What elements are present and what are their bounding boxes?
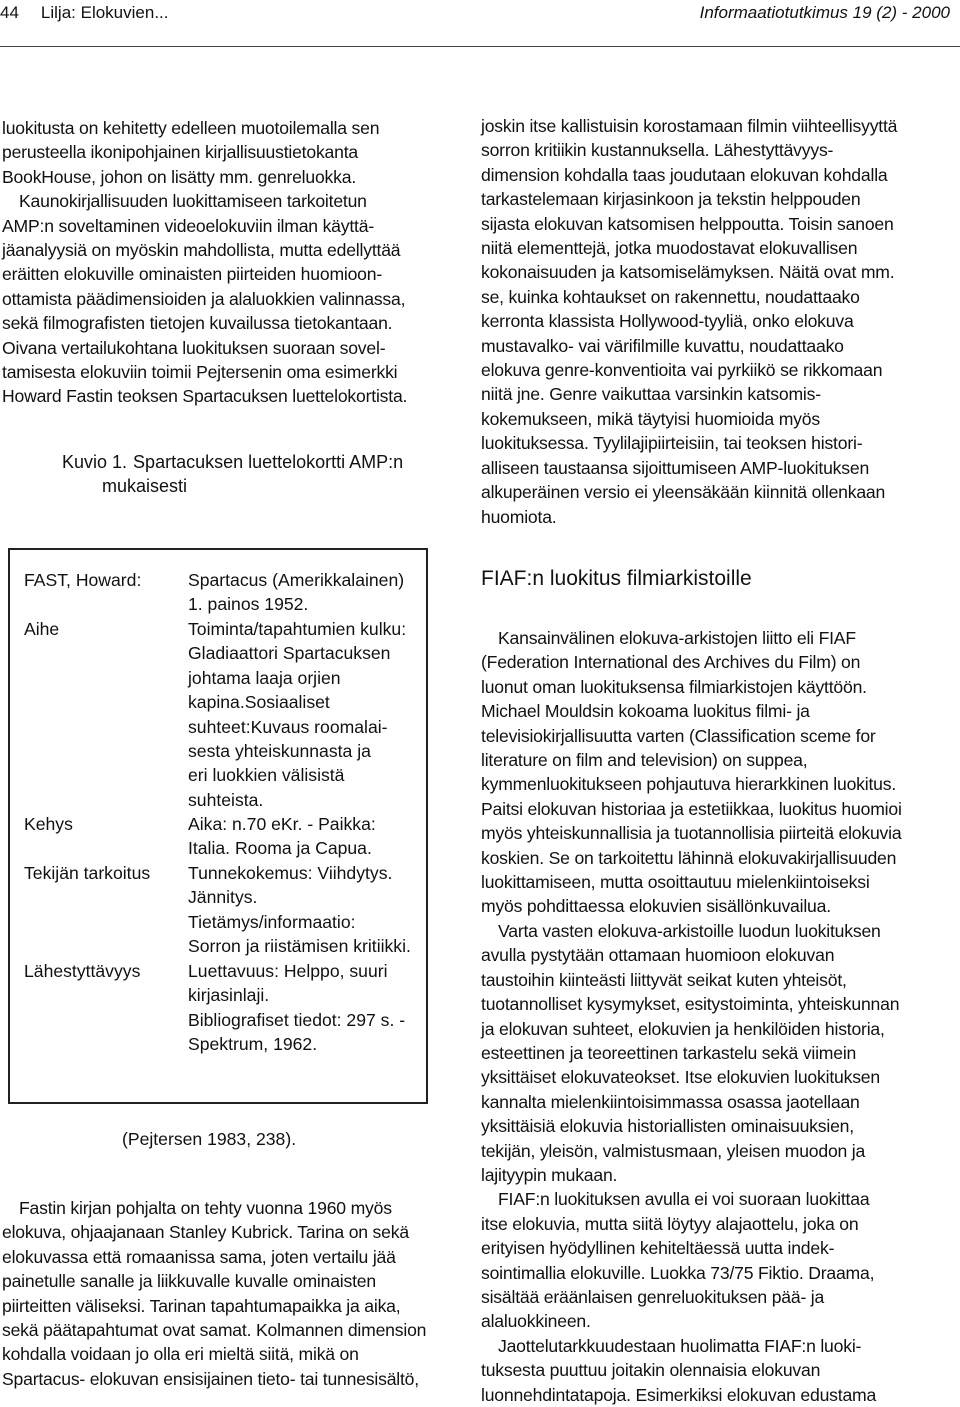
text-line: luonut oman luokituksensa filmiarkistojen käyttöön. <box>481 676 867 697</box>
text-line: Spartacus- elokuvan ensisijainen tieto- tai tunnesisältö, <box>2 1368 419 1389</box>
card-value-line: sesta yhteiskunnasta ja <box>188 741 371 762</box>
figure-caption <box>62 450 403 498</box>
text-line: alaluokkineen. <box>481 1311 591 1332</box>
text-line: Oivana vertailukohtana luokituksen suoraan sovel- <box>2 337 386 358</box>
text-line: BookHouse, johon on lisätty mm. genreluokka. <box>2 166 357 187</box>
text-line: huomiota. <box>481 506 557 527</box>
text-line: tarkastelemaan kirjasinkoon ja tekstin helppouden <box>481 189 861 210</box>
card-value-line: Bibliografiset tiedot: 297 s. - <box>188 1009 406 1030</box>
card-row-subject <box>24 617 422 812</box>
text-line: ja elokuvan suhteet, elokuvien ja henkilöiden historia, <box>481 1018 885 1039</box>
card-value-line: 1. painos 1952. <box>188 594 309 615</box>
text-line: sijasta elokuvan katsomisen helppoutta. Toisin sanoen <box>481 213 894 234</box>
text-line: lajityypin mukaan. <box>481 1164 618 1185</box>
section-heading: FIAF:n luokitus filmiarkistoille <box>481 567 752 590</box>
running-title: Lilja: Elokuvien... <box>40 3 169 22</box>
card-value-line: suhteet:Kuvaus roomalai- <box>188 716 388 737</box>
figure-caption-text: Spartacuksen luettelokortti AMP:n <box>133 452 404 472</box>
text-line: tuksesta puuttuu joitakin olennaisia elokuvan <box>481 1360 821 1381</box>
card-row-intent <box>24 861 422 959</box>
text-line: luokitusta on kehitetty edelleen muotoilemalla sen <box>2 118 380 138</box>
card-key: Lähestyttävyys <box>24 961 141 981</box>
text-line: sorron kritiikin kustannuksella. Lähestyttävyys- <box>481 140 834 161</box>
text-line: itse elokuvia, mutta siitä löytyy alajaottelu, joka on <box>481 1213 859 1234</box>
card-value-line: Italia. Rooma ja Capua. <box>188 838 372 859</box>
card-value-line: Spartacus (Amerikkalainen) <box>188 570 405 590</box>
text-line: kerronta klassista Hollywood-tyyliä, onko elokuva <box>481 311 854 332</box>
text-line: tuotannolliset kysymykset, esitystoiminta, yhteiskunnan <box>481 994 900 1015</box>
card-value <box>188 617 422 812</box>
text-line: kannalta mielenkiintoisimmassa osassa jaotellaan <box>481 1091 860 1112</box>
text-line: alkuperäinen versio ei yleensäkään kiinnitä ollenkaan <box>481 482 886 503</box>
text-line: FIAF:n luokituksen avulla ei voi suoraan luokittaa <box>498 1189 870 1210</box>
text-line: tamisesta elokuviin toimii Pejtersenin oma esimerkki <box>2 362 398 383</box>
figure-citation: (Pejtersen 1983, 238). <box>122 1129 297 1149</box>
text-line: (Federation International des Archives du Film) on <box>481 652 861 673</box>
text-line: myös yhteiskunnallisia ja tuotannollisia piirteitä elokuvia <box>481 823 902 844</box>
card-key: Tekijän tarkoitus <box>24 863 151 883</box>
text-line: sekä päätapahtumat ovat samat. Kolmannen dimension <box>2 1320 427 1341</box>
text-line: joskin itse kallistuisin korostamaan filmin viihteellisyyttä <box>481 116 898 136</box>
card-value-line: kirjasinlaji. <box>188 985 270 1006</box>
text-line: piirteitten väliseksi. Tarinan tapahtumapaikka ja aika, <box>2 1295 401 1316</box>
text-line: elokuvassa että romaanissa sama, joten vertailu jää <box>2 1246 396 1267</box>
body-paragraph-right-top <box>481 114 925 529</box>
text-line: Howard Fastin teoksen Spartacuksen luettelokortista. <box>2 386 408 407</box>
text-line: elokuva genre-konventioita vai pyrkiikö se rikkomaan <box>481 360 883 381</box>
text-line: Paitsi elokuvan historiaa ja estetiikkaa, luokitus huomioi <box>481 798 902 819</box>
card-key: Aihe <box>24 619 60 639</box>
card-row-setting <box>24 812 422 861</box>
text-line: Fastin kirjan pohjalta on tehty vuonna 1960 myös <box>19 1198 392 1218</box>
text-line: Michael Mouldsin kokoama luokitus filmi- ja <box>481 701 810 722</box>
text-line: luokituksessa. Tyylilajipiirteisiin, tai teoksen histori- <box>481 433 863 454</box>
text-line: sointimallia elokuville. Luokka 73/75 Fiktio. Draama, <box>481 1262 875 1283</box>
text-line: Varta vasten elokuva-arkistoille luodun luokituksen <box>498 920 881 941</box>
text-line: kohdalla voidaan jo olla eri mieltä siitä, mikä on <box>2 1344 359 1365</box>
journal-title: Informaatiotutkimus 19 (2) - 2000 <box>699 3 950 22</box>
text-line: taustoihin kiinteästi liittyvät seikat kuten yhteisöt, <box>481 969 847 990</box>
card-row-author <box>24 568 422 617</box>
text-line: esteettinen ja teoreettinen tarkastelu sekä viimein <box>481 1042 857 1063</box>
card-value <box>188 861 422 959</box>
text-line: yksittäisiä elokuvia historiallisten ominaisuuksien, <box>481 1116 854 1137</box>
text-line: sekä filmografisten tietojen kuvailussa tietokantaan. <box>2 313 393 334</box>
text-line: erityisen hyödyllinen kehiteltäessä uutta indek- <box>481 1238 835 1259</box>
text-line: kokonaisuuden ja katsomiselämyksen. Näitä ovat mm. <box>481 262 895 283</box>
text-line: kymmenluokitukseen pohjautuva hierarkkinen luokitus. <box>481 774 897 795</box>
page-number: 44 <box>0 3 19 22</box>
text-line: se, kuinka kohtaukset on rakennettu, noudattaako <box>481 286 860 307</box>
card-key-author: FAST, Howard: <box>24 570 142 590</box>
header-rule <box>0 46 960 47</box>
text-line: literature on film and television) on suppea, <box>481 750 808 771</box>
running-head-left <box>0 2 169 24</box>
card-value <box>188 959 422 1057</box>
card-value-line: Sorron ja riistämisen kritiikki. <box>188 936 411 957</box>
text-line: mustavalko- vai värifilmille kuvattu, noudattaako <box>481 335 844 356</box>
text-line: sisältää eräänlaisen genreluokituksen pää- ja <box>481 1286 825 1307</box>
text-line: niitä jne. Genre vaikuttaa varsinkin katsomis- <box>481 384 821 405</box>
text-line: ottamista päädimensioiden ja alaluokkien valinnassa, <box>2 288 406 309</box>
card-key: Kehys <box>24 814 73 834</box>
text-line: Jaottelutarkkuudestaan huolimatta FIAF:n luoki- <box>498 1335 862 1356</box>
text-line: myös pohdittaessa elokuvien sisällönkuvailua. <box>481 896 831 917</box>
text-line: elokuva, ohjaajanaan Stanley Kubrick. Tarina on sekä <box>2 1222 409 1243</box>
card-value-line: Aika: n.70 eKr. - Paikka: <box>188 814 376 834</box>
text-line: painetulle sanalle ja liikkuvalle kuvalle ominaisten <box>2 1271 376 1292</box>
text-line: koskien. Se on tarkoitettu lähinnä elokuvakirjallisuuden <box>481 847 897 868</box>
card-value-line: suhteista. <box>188 789 264 810</box>
card-value-line: Tunnekokemus: Viihdytys. <box>188 863 393 883</box>
catalogue-card <box>8 548 428 1104</box>
card-value-line: kapina.Sosiaaliset <box>188 692 330 713</box>
text-line: Kaunokirjallisuuden luokittamiseen tarkoitetun <box>19 191 367 212</box>
text-line: perusteella ikonipohjainen kirjallisuustietokanta <box>2 142 358 163</box>
card-value-line: Tietämys/informaatio: <box>188 911 356 932</box>
card-value-line: Gladiaattori Spartacuksen <box>188 643 391 664</box>
card-value-line: Jännitys. <box>188 887 258 908</box>
text-line: luonnehdintatapoja. Esimerkiksi elokuvan edustama <box>481 1384 877 1405</box>
text-line: dimension kohdalla taas joudutaan elokuvan kohdalla <box>481 164 888 185</box>
intro-paragraph <box>2 116 448 409</box>
card-value-title <box>188 568 422 617</box>
figure-label: Kuvio 1. <box>62 452 128 472</box>
text-line: alliseen taustaansa sijoittumiseen AMP-luokituksen <box>481 457 870 478</box>
card-value-line: johtama laaja orjien <box>188 667 341 688</box>
card-row-accessibility <box>24 959 422 1057</box>
card-value-line: Toiminta/tapahtumien kulku: <box>188 619 407 639</box>
text-line: niitä elementtejä, jotka muodostavat elokuvallisen <box>481 238 858 259</box>
text-line: jäanalyysiä on myöskin mahdollista, mutta edellyttää <box>2 240 401 261</box>
card-value <box>188 812 422 861</box>
body-paragraph-fiaf-1 <box>481 626 925 1407</box>
card-value-line: eri luokkien välisistä <box>188 765 345 786</box>
card-value-line: Spektrum, 1962. <box>188 1034 318 1055</box>
text-line: avulla pystytään ottamaan huomioon elokuvan <box>481 945 835 966</box>
figure-caption-text-cont: mukaisesti <box>102 476 188 496</box>
body-paragraph-left <box>2 1196 448 1391</box>
text-line: Kansainvälinen elokuva-arkistojen liitto eli FIAF <box>498 628 856 648</box>
text-line: yksittäiset elokuvateokset. Itse elokuvien luokituksen <box>481 1067 880 1088</box>
text-line: eräitten elokuville ominaisten piirteiden huomioon- <box>2 264 383 285</box>
card-value-line: Luettavuus: Helppo, suuri <box>188 961 388 981</box>
text-line: kokemukseen, mikä täytyisi huomioida myös <box>481 408 820 429</box>
text-line: luokittamiseen, mutta osoittautuu mielenkiintoiseksi <box>481 872 870 893</box>
text-line: televisiokirjallisuutta varten (Classification sceme for <box>481 725 876 746</box>
text-line: AMP:n soveltaminen videoelokuviin ilman käyttä- <box>2 215 374 236</box>
text-line: tekijän, yleisön, valmistusmaan, yleisen muodon ja <box>481 1140 866 1161</box>
